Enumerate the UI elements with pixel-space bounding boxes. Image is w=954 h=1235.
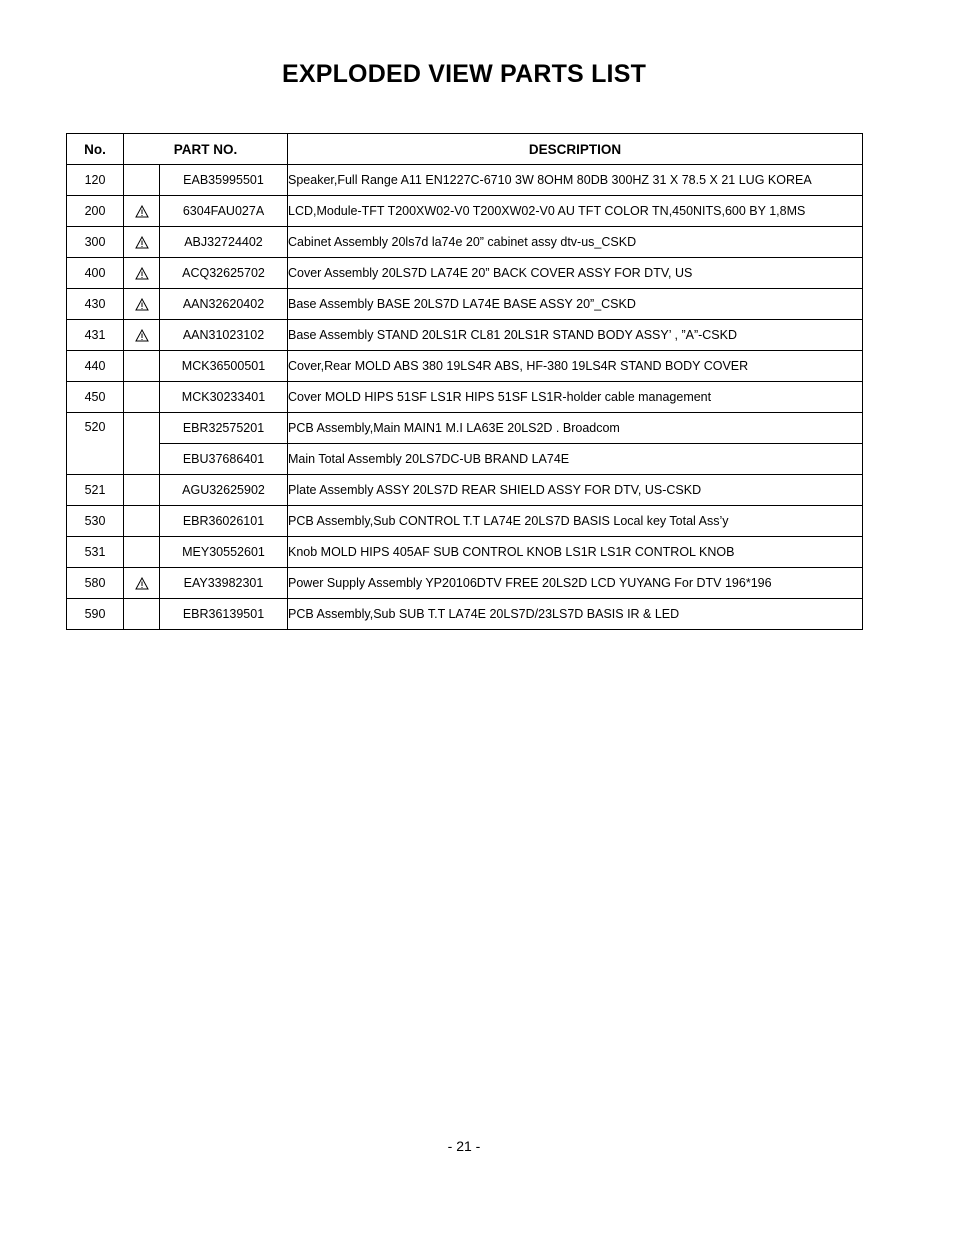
row-no: 430 <box>67 289 124 320</box>
warning-triangle-icon <box>135 236 149 249</box>
row-part-no: AGU32625902 <box>160 475 288 506</box>
row-no: 431 <box>67 320 124 351</box>
table-row <box>67 475 863 506</box>
row-part-no: MCK36500501 <box>160 351 288 382</box>
row-mark <box>124 258 160 289</box>
header-description: DESCRIPTION <box>288 134 863 165</box>
table-row <box>67 351 863 382</box>
row-part-no: AAN32620402 <box>160 289 288 320</box>
row-part-no: ACQ32625702 <box>160 258 288 289</box>
header-part-no: PART NO. <box>124 134 288 165</box>
row-part-no: EBR32575201 <box>160 413 288 444</box>
row-no: 400 <box>67 258 124 289</box>
row-no: 580 <box>67 568 124 599</box>
table-row <box>67 258 863 289</box>
table-row <box>67 568 863 599</box>
row-description: Cover Assembly 20LS7D LA74E 20” BACK COVER ASSY FOR DTV, US <box>288 258 863 289</box>
row-description: Plate Assembly ASSY 20LS7D REAR SHIELD ASSY FOR DTV, US-CSKD <box>288 475 863 506</box>
row-part-no: EBR36139501 <box>160 599 288 630</box>
row-mark <box>124 382 160 413</box>
table-row <box>67 165 863 196</box>
row-part-no: EAB35995501 <box>160 165 288 196</box>
row-mark <box>124 320 160 351</box>
warning-triangle-icon <box>135 329 149 342</box>
table-row <box>67 289 863 320</box>
row-no: 521 <box>67 475 124 506</box>
row-description: LCD,Module-TFT T200XW02-V0 T200XW02-V0 AU TFT COLOR TN,450NITS,600 BY 1,8MS <box>288 196 863 227</box>
warning-triangle-icon <box>135 205 149 218</box>
row-mark <box>124 289 160 320</box>
row-mark <box>124 599 160 630</box>
row-description: Base Assembly BASE 20LS7D LA74E BASE ASSY 20”_CSKD <box>288 289 863 320</box>
row-part-no: EBR36026101 <box>160 506 288 537</box>
row-mark <box>124 413 160 475</box>
table-row <box>67 413 863 444</box>
table-row <box>67 506 863 537</box>
row-description: PCB Assembly,Main MAIN1 M.I LA63E 20LS2D . Broadcom <box>288 413 863 444</box>
row-no: 450 <box>67 382 124 413</box>
row-no: 120 <box>67 165 124 196</box>
row-description: Knob MOLD HIPS 405AF SUB CONTROL KNOB LS1R LS1R CONTROL KNOB <box>288 537 863 568</box>
row-part-no: 6304FAU027A <box>160 196 288 227</box>
row-part-no: MCK30233401 <box>160 382 288 413</box>
table-row <box>67 227 863 258</box>
row-description: Power Supply Assembly YP20106DTV FREE 20LS2D LCD YUYANG For DTV 196*196 <box>288 568 863 599</box>
page-number: - 21 - <box>447 1138 481 1154</box>
row-no: 530 <box>67 506 124 537</box>
table-row <box>67 196 863 227</box>
row-no: 531 <box>67 537 124 568</box>
table-row <box>67 537 863 568</box>
row-part-no: AAN31023102 <box>160 320 288 351</box>
row-mark <box>124 506 160 537</box>
row-description: Speaker,Full Range A11 EN1227C-6710 3W 8OHM 80DB 300HZ 31 X 78.5 X 21 LUG KOREA <box>288 165 863 196</box>
row-mark <box>124 568 160 599</box>
row-no: 440 <box>67 351 124 382</box>
warning-triangle-icon <box>135 267 149 280</box>
warning-triangle-icon <box>135 298 149 311</box>
row-part-no: EAY33982301 <box>160 568 288 599</box>
row-description: Cabinet Assembly 20ls7d la74e 20” cabinet assy dtv-us_CSKD <box>288 227 863 258</box>
row-part-no: ABJ32724402 <box>160 227 288 258</box>
table-row <box>67 382 863 413</box>
table-row <box>67 320 863 351</box>
table-row <box>67 444 863 475</box>
row-part-no: EBU37686401 <box>160 444 288 475</box>
row-description: PCB Assembly,Sub SUB T.T LA74E 20LS7D/23LS7D BASIS IR & LED <box>288 599 863 630</box>
row-no: 300 <box>67 227 124 258</box>
row-description: Base Assembly STAND 20LS1R CL81 20LS1R STAND BODY ASSY’ , ”A”-CSKD <box>288 320 863 351</box>
parts-table <box>66 133 863 630</box>
row-mark <box>124 165 160 196</box>
row-description: Cover,Rear MOLD ABS 380 19LS4R ABS, HF-380 19LS4R STAND BODY COVER <box>288 351 863 382</box>
table-row <box>67 599 863 630</box>
row-mark <box>124 227 160 258</box>
row-no: 200 <box>67 196 124 227</box>
row-description: PCB Assembly,Sub CONTROL T.T LA74E 20LS7D BASIS Local key Total Ass’y <box>288 506 863 537</box>
row-mark <box>124 196 160 227</box>
header-no: No. <box>67 134 124 165</box>
row-mark <box>124 351 160 382</box>
row-description: Cover MOLD HIPS 51SF LS1R HIPS 51SF LS1R-holder cable management <box>288 382 863 413</box>
row-no: 520 <box>67 413 124 475</box>
row-part-no: MEY30552601 <box>160 537 288 568</box>
row-description: Main Total Assembly 20LS7DC-UB BRAND LA74E <box>288 444 863 475</box>
warning-triangle-icon <box>135 577 149 590</box>
row-mark <box>124 475 160 506</box>
row-no: 590 <box>67 599 124 630</box>
row-mark <box>124 537 160 568</box>
page-title: EXPLODED VIEW PARTS LIST <box>281 60 647 88</box>
table-header-row <box>67 134 863 165</box>
